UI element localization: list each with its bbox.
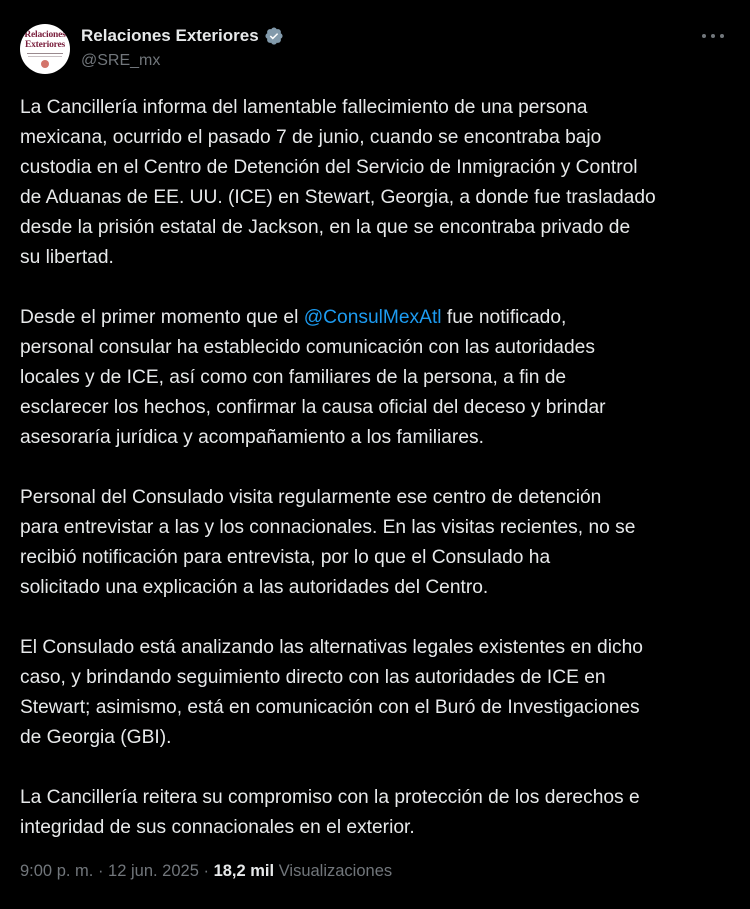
- tweet-paragraph-4: El Consulado está analizando las alternativas legales existentes en dicho caso, y brindando seguimiento directo con las autoridades de ICE en Stewart; asimismo, está en comunicación con el Buró de Investigaciones de Georgia (GBI).: [20, 637, 643, 748]
- more-horizontal-icon[interactable]: [702, 26, 724, 46]
- author-display-name[interactable]: [81, 26, 284, 46]
- avatar-logo-rule: [27, 53, 63, 54]
- views-label: Visualizaciones: [278, 862, 393, 880]
- more-dot: [711, 34, 715, 38]
- tweet-paragraph-3: Personal del Consulado visita regularmente ese centro de detención para entrevistar a las y los connacionales. En las visitas recientes, no se recibió notificación para entrevista, por lo que el Consulado ha solicitado una explicación a las autoridades del Centro.: [20, 487, 636, 598]
- avatar-logo-seal: [41, 60, 49, 68]
- tweet-meta: 9:00 p. m. · 12 jun. 2025 · 18,2 mil Visualizaciones: [20, 862, 393, 880]
- tweet-paragraph-2: Desde el primer momento que el @ConsulMexAtl fue notificado, personal consular ha establecido comunicación con las autoridades locales y de ICE, así como con familiares de la persona, a fin de esclarecer los hechos, confirmar la causa oficial del deceso y brindar asesoraría jurídica y acompañamiento a los familiares.: [20, 307, 606, 448]
- tweet-paragraph-1: La Cancillería informa del lamentable fallecimiento de una persona mexicana, ocurrido el pasado 7 de junio, cuando se encontraba bajo custodia en el Centro de Detención del Servicio de Inmigración y Control de Aduanas de EE. UU. (ICE) en Stewart, Georgia, a donde fue trasladado desde la prisión estatal de Jackson, en la que se encontraba privado de su libertad.: [20, 97, 656, 268]
- avatar[interactable]: [20, 24, 70, 74]
- avatar-logo-line2: Exteriores: [24, 40, 66, 50]
- more-dot: [720, 34, 724, 38]
- avatar-logo-subtext: [28, 56, 62, 57]
- tweet-date: 12 jun. 2025: [108, 862, 199, 880]
- author-handle[interactable]: @SRE_mx: [81, 52, 161, 69]
- tweet-paragraph-5: La Cancillería reitera su compromiso con la protección de los derechos e integridad de sus connacionales en el exterior.: [20, 787, 640, 838]
- views-link[interactable]: [214, 862, 393, 880]
- tweet-time-link[interactable]: 9:00 p. m. · 12 jun. 2025: [20, 862, 199, 880]
- avatar-logo-line1: Relaciones: [24, 30, 66, 40]
- views-count: 18,2 mil: [213, 862, 275, 880]
- tweet-time: 9:00 p. m.: [20, 862, 94, 880]
- author-name-text: Relaciones Exteriores: [81, 26, 259, 45]
- more-dot: [702, 34, 706, 38]
- tweet-text: [20, 93, 732, 843]
- mention-link[interactable]: @ConsulMexAtl: [303, 307, 442, 328]
- verified-badge-icon[interactable]: [264, 26, 284, 46]
